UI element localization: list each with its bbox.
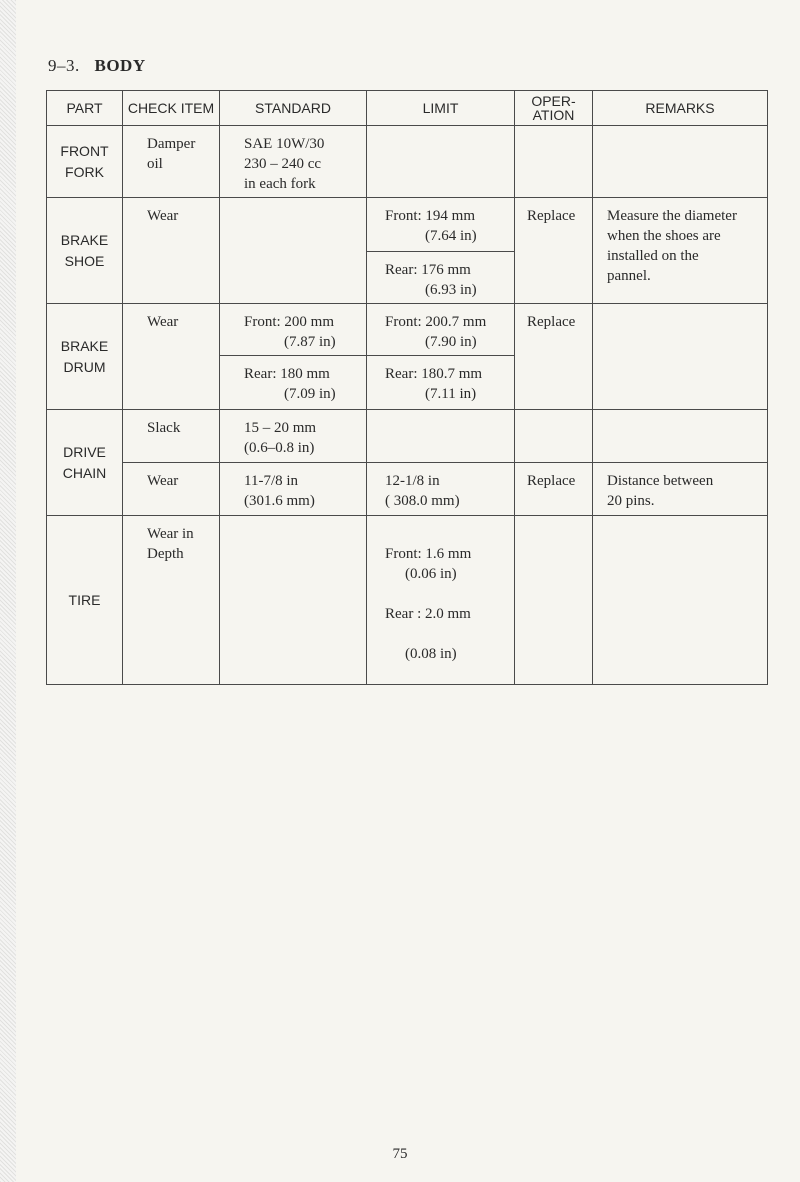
check-item: Damper oil (123, 126, 220, 198)
check-item: Wear in Depth (123, 516, 220, 685)
standard-value (220, 198, 367, 304)
body-inspection-table (46, 90, 768, 685)
header-operation: OPER- ATION (515, 91, 593, 126)
operation-value: Replace (515, 463, 593, 516)
remarks-value: Measure the diameter when the shoes are installed on the pannel. (593, 198, 768, 304)
operation-value (515, 516, 593, 685)
limit-value: Rear: 180.7 mm (7.11 in) (367, 356, 515, 410)
remarks-value (593, 126, 768, 198)
operation-value (515, 126, 593, 198)
part-brake-shoe: BRAKE SHOE (47, 198, 123, 304)
check-item: Slack (123, 410, 220, 463)
table-row (47, 463, 768, 516)
section-title (48, 56, 146, 76)
operation-value: Replace (515, 304, 593, 410)
header-remarks: REMARKS (593, 91, 768, 126)
operation-value (515, 410, 593, 463)
standard-value (220, 516, 367, 685)
table-row (47, 304, 768, 356)
section-number: 9–3. (48, 56, 80, 75)
remarks-value (593, 410, 768, 463)
limit-value: 12-1/8 in ( 308.0 mm) (367, 463, 515, 516)
remarks-value (593, 304, 768, 410)
part-drive-chain: DRIVE CHAIN (47, 410, 123, 516)
limit-value (367, 410, 515, 463)
part-tire: TIRE (47, 516, 123, 685)
standard-value: 15 – 20 mm (0.6–0.8 in) (220, 410, 367, 463)
remarks-value: Distance between 20 pins. (593, 463, 768, 516)
limit-value: Rear: 176 mm (6.93 in) (367, 252, 515, 304)
scanned-page-edge (0, 0, 16, 1182)
check-item: Wear (123, 463, 220, 516)
standard-value: 11-7/8 in (301.6 mm) (220, 463, 367, 516)
check-item: Wear (123, 304, 220, 410)
table-row (47, 126, 768, 198)
page-number: 75 (392, 1146, 408, 1162)
limit-value (367, 126, 515, 198)
section-heading: BODY (94, 56, 146, 75)
limit-value: Front: 1.6 mm (0.06 in) Rear : 2.0 mm (0.08 in) (367, 516, 515, 685)
header-standard: STANDARD (220, 91, 367, 126)
table-row (47, 516, 768, 685)
part-front-fork: FRONT FORK (47, 126, 123, 198)
check-item: Wear (123, 198, 220, 304)
table-header-row (47, 91, 768, 126)
standard-value: Front: 200 mm (7.87 in) (220, 304, 367, 356)
header-part: PART (47, 91, 123, 126)
limit-value: Front: 194 mm (7.64 in) (367, 198, 515, 252)
header-limit: LIMIT (367, 91, 515, 126)
part-brake-drum: BRAKE DRUM (47, 304, 123, 410)
standard-value: SAE 10W/30 230 – 240 cc in each fork (220, 126, 367, 198)
limit-value: Front: 200.7 mm (7.90 in) (367, 304, 515, 356)
table-row (47, 198, 768, 252)
standard-value: Rear: 180 mm (7.09 in) (220, 356, 367, 410)
table-row (47, 410, 768, 463)
remarks-value (593, 516, 768, 685)
operation-value: Replace (515, 198, 593, 304)
header-check-item: CHECK ITEM (123, 91, 220, 126)
